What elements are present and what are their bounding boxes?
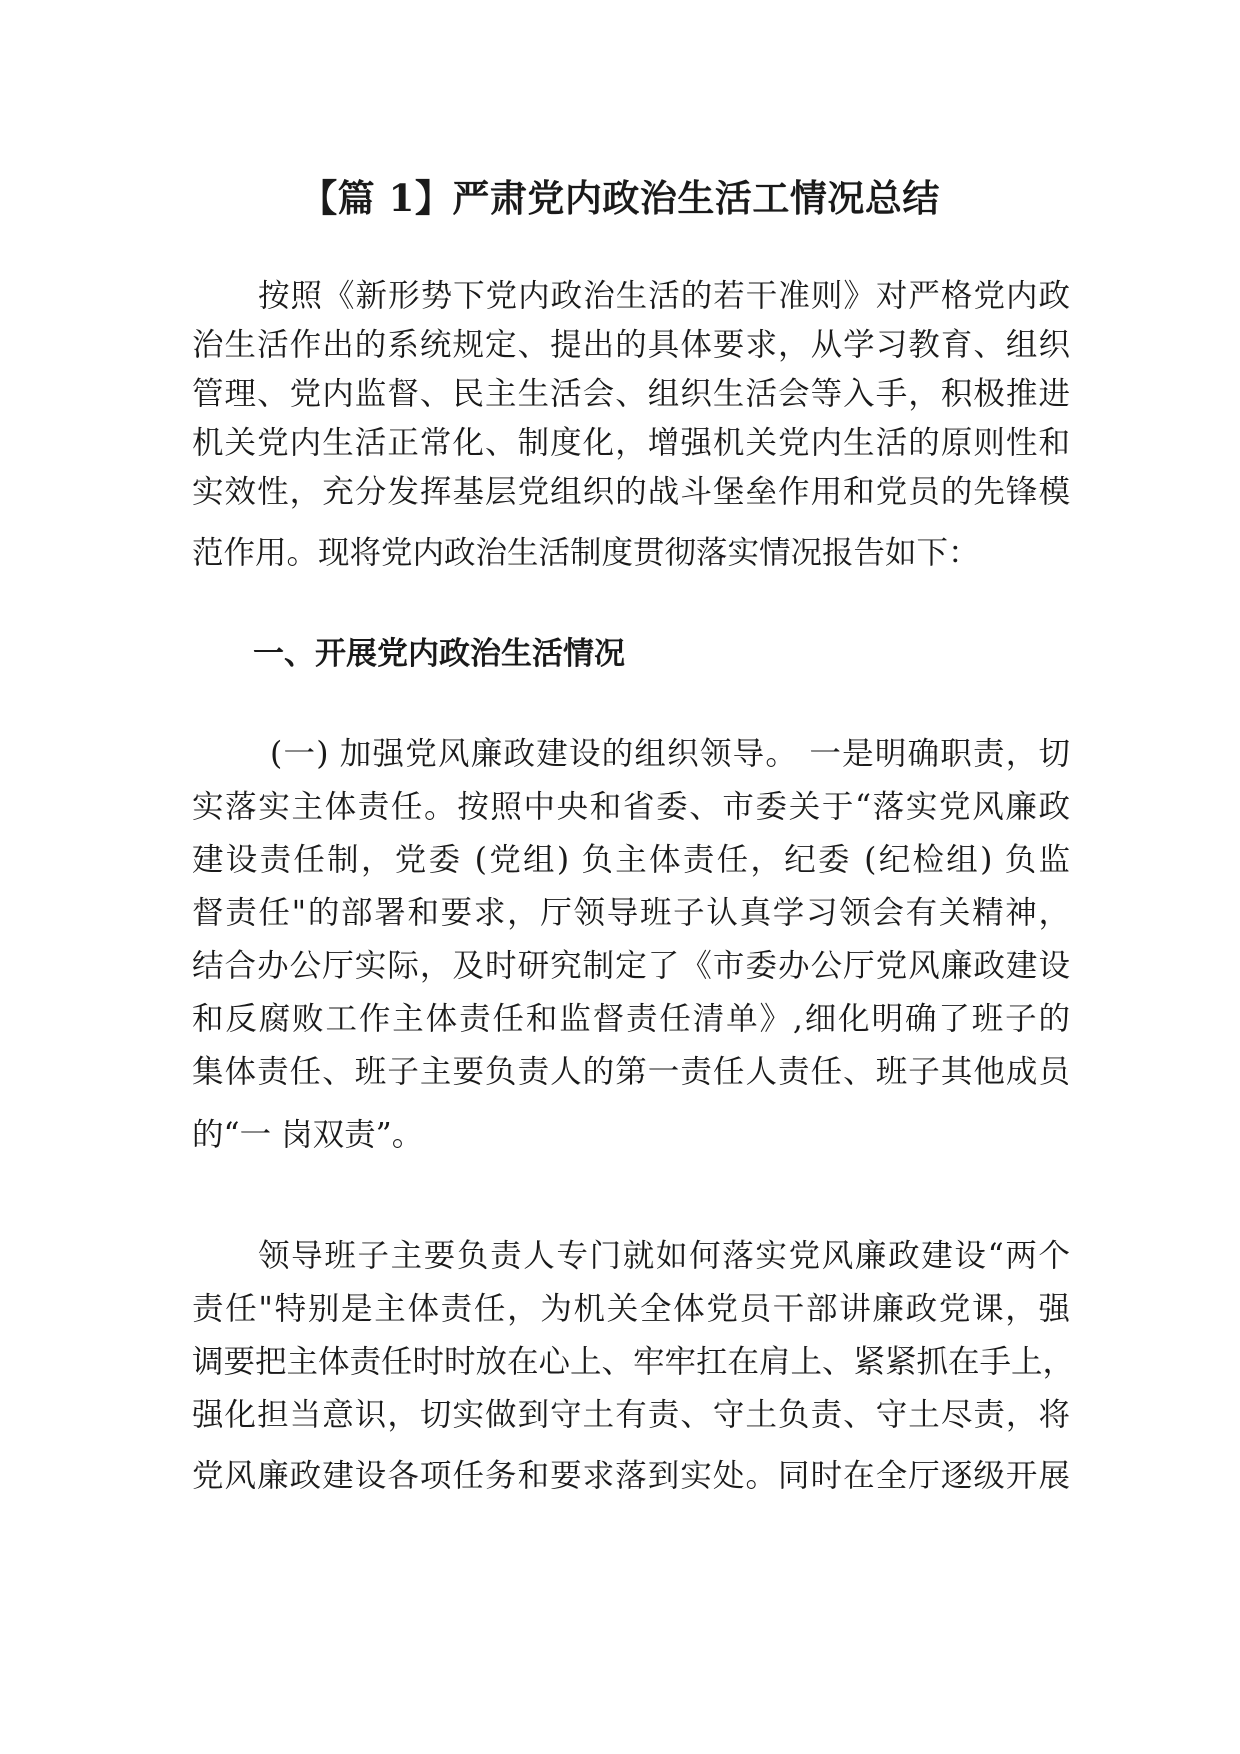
paragraph-line: 党风廉政建设各项任务和要求落到实处。同时在全厅逐级开展 <box>192 1458 1070 1494</box>
paragraph-line: 领导班子主要负责人专门就如何落实党风廉政建设“两个 <box>258 1238 1070 1274</box>
paragraph-line: 建设责任制，党委 (党组) 负主体责任，纪委 (纪检组) 负监 <box>192 842 1070 878</box>
paragraph-line: 责任"特别是主体责任，为机关全体党员干部讲廉政党课，强 <box>192 1291 1070 1327</box>
paragraph-line: 强化担当意识，切实做到守土有责、守土负责、守土尽责，将 <box>192 1397 1070 1433</box>
paragraph-line: (一) 加强党风廉政建设的组织领导。 一是明确职责，切 <box>270 736 1070 772</box>
paragraph-line: 治生活作出的系统规定、提出的具体要求，从学习教育、组织 <box>192 327 1070 363</box>
paragraph-line: 调要把主体责任时时放在心上、牢牢扛在肩上、紧紧抓在手上， <box>192 1344 1075 1380</box>
paragraph-line: 机关党内生活正常化、制度化，增强机关党内生活的原则性和 <box>192 425 1070 461</box>
paragraph-line: 和反腐败工作主体责任和监督责任清单》,细化明确了班子的 <box>192 1001 1070 1037</box>
paragraph-line: 按照《新形势下党内政治生活的若干准则》对严格党内政 <box>258 278 1070 314</box>
paragraph-line: 实落实主体责任。按照中央和省委、市委关于“落实党风廉政 <box>192 789 1070 825</box>
paragraph-line: 集体责任、班子主要负责人的第一责任人责任、班子其他成员 <box>192 1054 1070 1090</box>
paragraph-line: 的“一 岗双责”。 <box>192 1117 424 1153</box>
paragraph-line: 范作用。现将党内政治生活制度贯彻落实情况报告如下： <box>192 535 980 571</box>
paragraph-line: 管理、党内监督、民主生活会、组织生活会等入手，积极推进 <box>192 376 1070 412</box>
document-title: 【篇 1】严肃党内政治生活工情况总结 <box>300 176 940 220</box>
paragraph-line: 实效性，充分发挥基层党组织的战斗堡垒作用和党员的先锋模 <box>192 474 1070 510</box>
section-heading: 一、开展党内政治生活情况 <box>253 636 625 672</box>
paragraph-line: 督责任"的部署和要求，厅领导班子认真学习领会有关精神， <box>192 895 1070 931</box>
paragraph-line: 结合办公厅实际，及时研究制定了《市委办公厅党风廉政建设 <box>192 948 1070 984</box>
